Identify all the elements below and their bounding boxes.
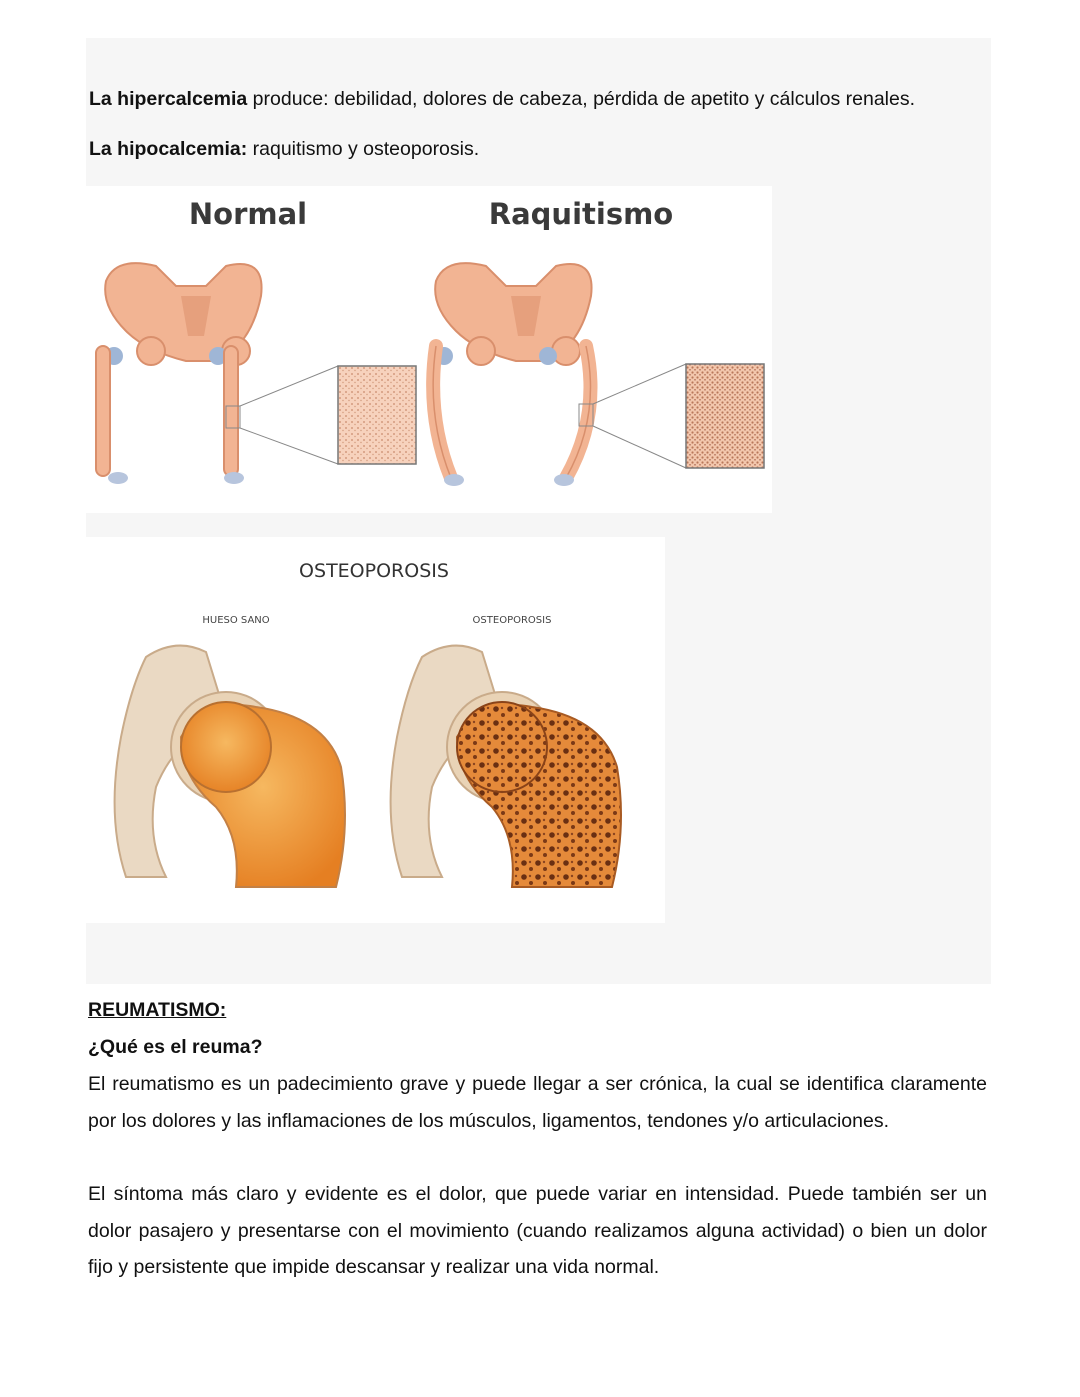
section-question: ¿Qué es el reuma? — [88, 1036, 263, 1058]
hipocalcemia-text: raquitismo y osteoporosis. — [247, 138, 480, 160]
hipercalcemia-line — [89, 87, 915, 111]
osteoporosis-illustration — [86, 537, 665, 923]
label-raquitismo: Raquitismo — [488, 197, 674, 231]
hipercalcemia-text: produce: debilidad, dolores de cabeza, pérdida de apetito y cálculos renales. — [247, 88, 916, 110]
paragraph-symptoms: El síntoma más claro y evidente es el dolor, que puede variar en intensidad. Puede también ser un dolor pasajero y presentarse con el movimiento (cuando realizamos alguna actividad) o bien un dolor fijo y persistente que impide descansar y realizar una vida normal. — [88, 1183, 987, 1278]
osteoporosis-figure — [86, 537, 665, 923]
osteoporosis-title: OSTEOPOROSIS — [299, 560, 449, 582]
rickets-skeleton — [433, 263, 764, 486]
paragraph-definition: El reumatismo es un padecimiento grave y puede llegar a ser crónica, la cual se identifica claramente por los dolores y las inflamaciones de los músculos, ligamentos, tendones y/o articulaciones. — [88, 1073, 987, 1132]
hipercalcemia-term: La hipercalcemia — [89, 88, 248, 110]
rickets-figure — [86, 186, 772, 513]
normal-skeleton — [96, 263, 416, 484]
label-normal: Normal — [188, 197, 308, 231]
osteoporotic-bone — [391, 646, 621, 887]
hipocalcemia-line — [89, 137, 479, 161]
label-osteoporosis: OSTEOPOROSIS — [472, 615, 552, 626]
rickets-illustration — [86, 186, 772, 513]
section-title: REUMATISMO: — [88, 999, 227, 1021]
label-hueso-sano: HUESO SANO — [202, 615, 270, 626]
healthy-bone — [115, 646, 345, 887]
hipocalcemia-term: La hipocalcemia: — [89, 138, 248, 160]
